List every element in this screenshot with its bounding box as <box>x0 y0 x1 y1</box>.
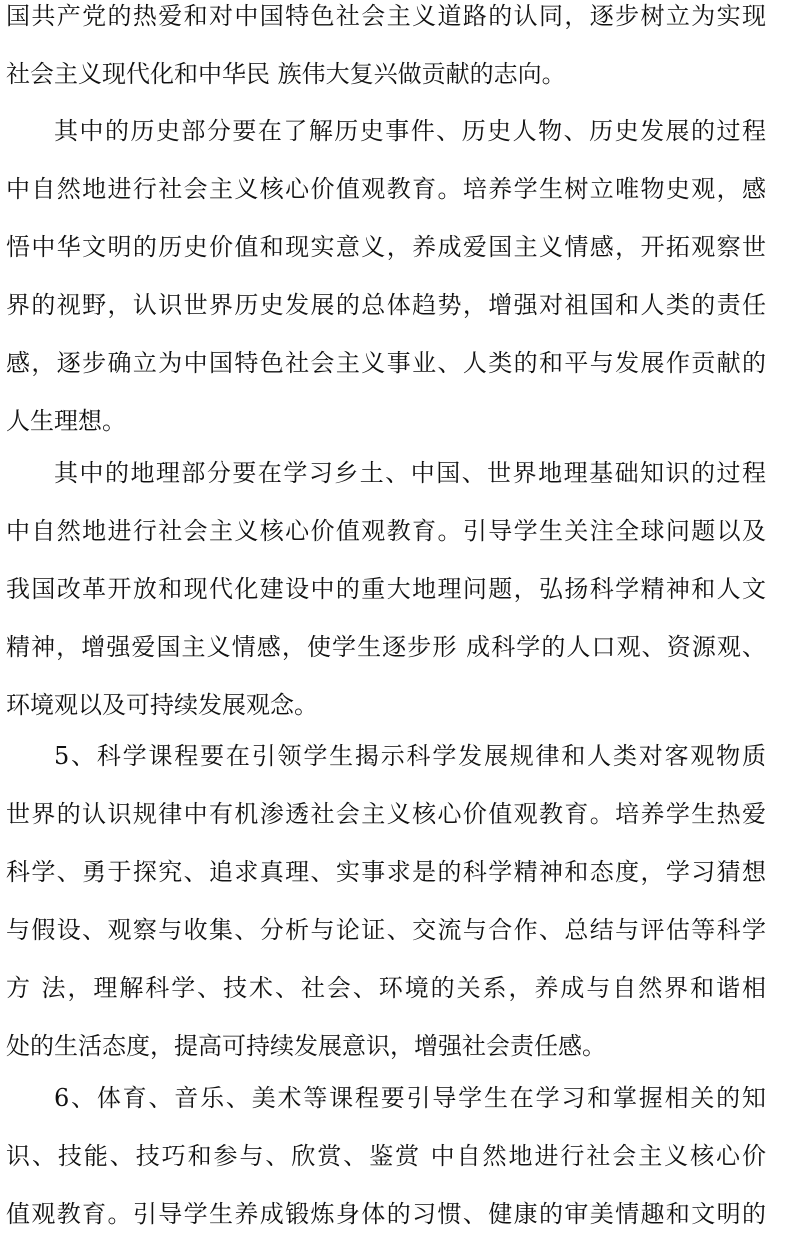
text-line: 人生理想。 <box>6 407 126 435</box>
text-line: 处的生活态度，提高可持续发展意识，增强社会责任感。 <box>6 1032 606 1060</box>
text-line: 值观教育。引导学生养成锻炼身体的习惯、健康的审美情趣和文明的 <box>6 1200 766 1228</box>
text-line: 5、科学课程要在引领学生揭示科学发展规律和人类对客观物质 <box>54 742 766 770</box>
text-line: 我国改革开放和现代化建设中的重大地理问题，弘扬科学精神和人文 <box>6 575 766 603</box>
paragraph-history <box>6 102 766 450</box>
text-line: 其中的地理部分要在学习乡土、中国、世界地理基础知识的过程 <box>54 459 766 487</box>
text-line: 界的视野，认识世界历史发展的总体趋势，增强对祖国和人类的责任 <box>6 291 766 319</box>
text-line: 6、体育、音乐、美术等课程要引导学生在学习和掌握相关的知 <box>54 1084 766 1112</box>
text-line: 其中的历史部分要在了解历史事件、历史人物、历史发展的过程 <box>54 117 766 145</box>
text-line: 科学、勇于探究、追求真理、实事求是的科学精神和态度，学习猜想 <box>6 858 766 886</box>
paragraph-geography <box>6 444 766 734</box>
text-line: 国共产党的热爱和对中国特色社会主义道路的认同，逐步树立为实现 <box>6 2 766 30</box>
text-line: 社会主义现代化和中华民 族伟大复兴做贡献的志向。 <box>6 60 566 88</box>
text-line: 世界的认识规律中有机渗透社会主义核心价值观教育。培养学生热爱 <box>6 800 766 828</box>
text-line: 方 法，理解科学、技术、社会、环境的关系，养成与自然界和谐相 <box>6 974 766 1002</box>
paragraph-continuation <box>6 0 766 103</box>
text-line: 与假设、观察与收集、分析与论证、交流与合作、总结与评估等科学 <box>6 916 766 944</box>
paragraph-pe-music-art <box>6 1069 766 1243</box>
text-line: 环境观以及可持续发展观念。 <box>6 691 318 719</box>
text-line: 识、技能、技巧和参与、欣赏、鉴赏 中自然地进行社会主义核心价 <box>6 1142 766 1170</box>
text-line: 感，逐步确立为中国特色社会主义事业、人类的和平与发展作贡献的 <box>6 349 766 377</box>
paragraph-science <box>6 727 766 1075</box>
text-line: 悟中华文明的历史价值和现实意义，养成爱国主义情感，开拓观察世 <box>6 233 766 261</box>
text-line: 精神，增强爱国主义情感，使学生逐步形 成科学的人口观、资源观、 <box>6 633 766 661</box>
text-line: 中自然地进行社会主义核心价值观教育。培养学生树立唯物史观，感 <box>6 175 766 203</box>
text-line: 中自然地进行社会主义核心价值观教育。引导学生关注全球问题以及 <box>6 517 766 545</box>
